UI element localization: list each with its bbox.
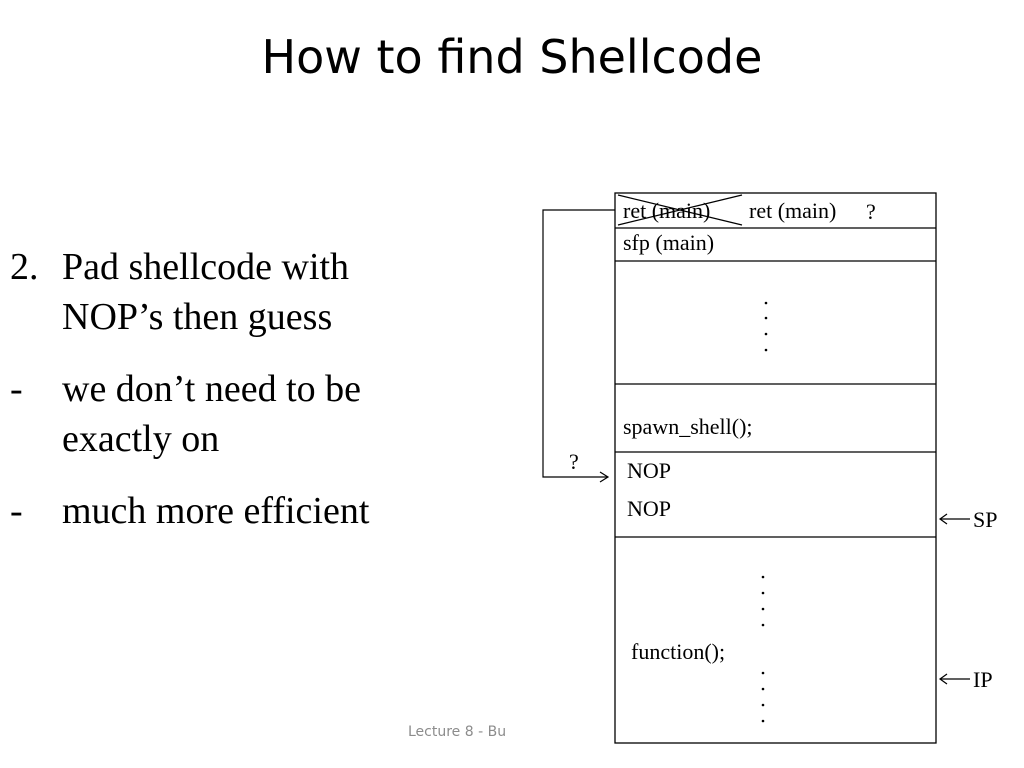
bullet-text: we don’t need to be exactly on (62, 368, 361, 460)
ellipsis-dots-lower-top (762, 576, 765, 627)
nop-label-1: NOP (627, 458, 672, 483)
ellipsis-dots-lower-bottom (762, 672, 765, 723)
sfp-main-label: sfp (main) (623, 230, 715, 255)
ret-unknown-mark: ? (866, 199, 876, 224)
bullet-dash: - (10, 490, 23, 532)
bullet-text: Pad shellcode with NOP’s then guess (62, 246, 350, 338)
spawn-shell-label: spawn_shell(); (623, 414, 753, 439)
ip-pointer-arrow (940, 674, 970, 684)
function-call-label: function(); (631, 639, 726, 664)
slide-footer: Lecture 8 - Bu (408, 724, 507, 740)
nop-label-2: NOP (627, 496, 672, 521)
ret-main-label: ret (main) (749, 198, 837, 223)
bullet-number: 2. (10, 246, 39, 288)
sp-pointer-arrow (940, 514, 970, 524)
return-pointer-arrow (543, 210, 615, 477)
ret-main-crossed-label: ret (main) (623, 198, 711, 223)
sp-label: SP (973, 507, 998, 532)
bullet-text: much more efficient (62, 490, 370, 532)
slide-title: How to find Shellcode (261, 30, 763, 84)
return-pointer-unknown-mark: ? (569, 449, 579, 474)
bullet-dash: - (10, 368, 23, 410)
ellipsis-dots-upper (765, 302, 768, 352)
ip-label: IP (973, 667, 993, 692)
